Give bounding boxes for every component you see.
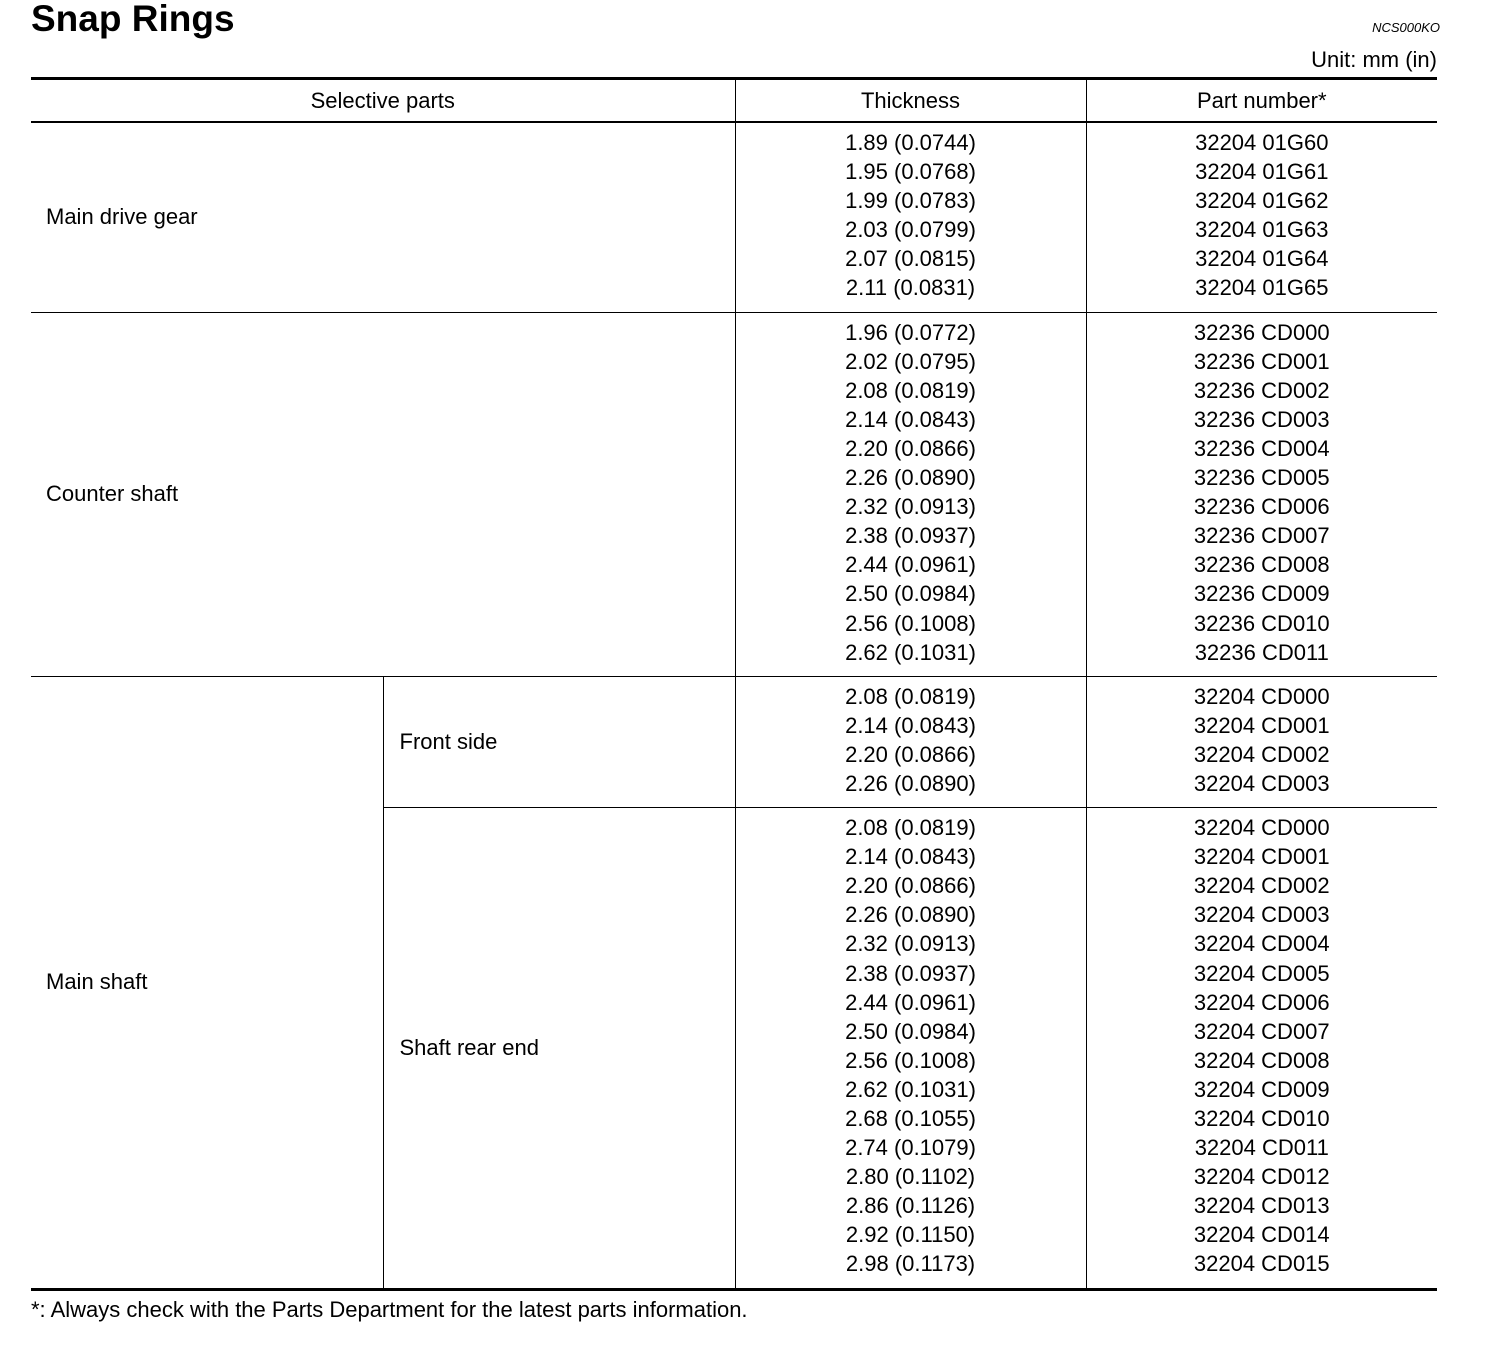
part-number-cell: 32204 CD001 [1193,712,1330,738]
part-number-cell: 32204 CD002 [1193,741,1330,767]
part-number-cell: 32204 CD005 [1193,960,1330,986]
thickness-cell: 2.08 (0.0819) [845,377,976,403]
thickness-cell: 2.38 (0.0937) [845,960,976,986]
part-number-cell: 32236 CD005 [1193,465,1330,491]
column-header-selective-parts: Selective parts [31,79,735,123]
snap-ring-table [31,77,1437,1291]
part-number-cell: 32204 CD006 [1193,989,1330,1015]
column-header-thickness: Thickness [735,79,1086,123]
part-number-cell: 32204 CD001 [1193,844,1330,870]
thickness-cell: 2.26 (0.0890) [845,770,976,796]
unit-label: Unit: mm (in) [1311,47,1437,72]
part-number-cell: 32204 CD013 [1193,1193,1330,1219]
part-number-cell: 32236 CD008 [1193,552,1330,578]
row-label-main-drive-gear: Main drive gear [46,204,198,230]
row-label-counter-shaft: Counter shaft [31,312,735,676]
thickness-cell: 2.62 (0.1031) [845,1076,976,1102]
row-label-main-shaft: Main shaft [31,676,383,1289]
thickness-cell: 2.44 (0.0961) [845,552,976,578]
part-number-cell: 32236 CD000 [1193,319,1330,345]
thickness-cell: 2.03 (0.0799) [845,217,976,243]
thickness-cell: 2.14 (0.0843) [845,844,976,870]
part-number-list [1086,312,1437,676]
thickness-cell: 2.14 (0.0843) [845,406,976,432]
part-number-cell: 32204 01G62 [1195,188,1329,214]
part-number-cell: 32236 CD011 [1194,639,1329,665]
part-number-cell: 32236 CD009 [1193,581,1330,607]
thickness-cell: 2.50 (0.0984) [845,1018,976,1044]
thickness-cell: 2.08 (0.0819) [845,683,976,709]
thickness-cell: 2.56 (0.1008) [845,610,976,636]
thickness-cell: 2.32 (0.0913) [845,931,976,957]
part-number-cell: 32204 CD004 [1193,931,1330,957]
part-number-cell: 32204 01G60 [1195,130,1329,155]
part-number-cell: 32204 CD011 [1194,1135,1329,1161]
part-number-list [1086,676,1437,807]
thickness-cell: 1.96 (0.0772) [845,319,976,345]
thickness-cell: 2.62 (0.1031) [845,639,976,665]
part-number-list [1086,122,1437,312]
table-row-main-shaft-front-side [31,676,1437,807]
part-number-cell: 32204 CD012 [1193,1164,1330,1190]
part-number-cell: 32204 01G61 [1195,159,1329,185]
part-number-cell: 32236 CD003 [1193,406,1330,432]
table-row-main-drive-gear [31,122,1437,312]
part-number-cell: 32204 CD003 [1193,770,1330,796]
part-number-cell: 32236 CD001 [1193,348,1330,374]
thickness-cell: 2.98 (0.1173) [845,1251,976,1277]
part-number-cell: 32236 CD006 [1193,494,1330,520]
thickness-cell: 2.26 (0.0890) [845,902,976,928]
thickness-cell: 2.44 (0.0961) [845,989,976,1015]
part-number-cell: 32204 CD014 [1193,1222,1330,1248]
thickness-cell: 1.89 (0.0744) [845,130,976,155]
thickness-cell: 2.11 (0.0831) [845,275,976,301]
table-row-counter-shaft [31,312,1437,676]
thickness-cell: 2.14 (0.0843) [845,712,976,738]
part-number-cell: 32204 CD007 [1193,1018,1330,1044]
thickness-cell: 2.92 (0.1150) [845,1222,976,1248]
thickness-cell: 1.95 (0.0768) [845,159,976,185]
thickness-list [735,676,1086,807]
page-title: Snap Rings [31,0,235,39]
thickness-cell: 1.99 (0.0783) [845,188,976,214]
thickness-cell: 2.56 (0.1008) [845,1047,976,1073]
part-number-cell: 32236 CD010 [1193,610,1330,636]
part-number-cell: 32236 CD002 [1193,377,1330,403]
thickness-cell: 2.86 (0.1126) [845,1193,976,1219]
thickness-cell: 2.68 (0.1055) [845,1106,976,1131]
part-number-cell: 32236 CD004 [1193,435,1330,461]
thickness-cell: 2.20 (0.0866) [845,741,976,767]
thickness-cell: 2.80 (0.1102) [845,1164,976,1190]
part-number-cell: 32204 CD008 [1193,1047,1330,1073]
row-label-shaft-rear-end: Shaft rear end [383,808,735,1290]
column-header-part-number: Part number* [1086,79,1437,123]
thickness-list [735,312,1086,676]
part-number-cell: 32204 01G63 [1195,217,1329,243]
thickness-list [735,808,1086,1290]
part-number-cell: 32204 CD002 [1193,873,1330,899]
thickness-cell: 2.20 (0.0866) [845,435,976,461]
footnote: *: Always check with the Parts Department for the latest parts information. [31,1297,748,1322]
part-number-cell: 32204 CD000 [1193,815,1330,841]
part-number-list [1086,808,1437,1290]
part-number-cell: 32204 CD010 [1193,1106,1330,1131]
thickness-cell: 2.26 (0.0890) [845,465,976,491]
thickness-cell: 2.07 (0.0815) [845,246,976,272]
thickness-cell: 2.38 (0.0937) [845,523,976,549]
thickness-cell: 2.32 (0.0913) [845,494,976,520]
part-number-cell: 32204 CD015 [1193,1251,1330,1277]
table-header-row [31,79,1437,123]
part-number-cell: 32204 CD009 [1193,1076,1330,1102]
part-number-cell: 32204 01G64 [1195,246,1329,272]
part-number-cell: 32204 01G65 [1195,275,1329,301]
thickness-cell: 2.02 (0.0795) [845,348,976,374]
part-number-cell: 32236 CD007 [1193,523,1330,549]
row-label-front-side: Front side [383,676,735,807]
part-number-cell: 32204 CD000 [1193,683,1330,709]
part-number-cell: 32204 CD003 [1193,902,1330,928]
thickness-cell: 2.08 (0.0819) [845,815,976,841]
thickness-cell: 2.20 (0.0866) [845,873,976,899]
section-code: NCS000KO [1372,20,1440,35]
thickness-cell: 2.74 (0.1079) [845,1135,976,1161]
thickness-list [735,122,1086,312]
thickness-cell: 2.50 (0.0984) [845,581,976,607]
